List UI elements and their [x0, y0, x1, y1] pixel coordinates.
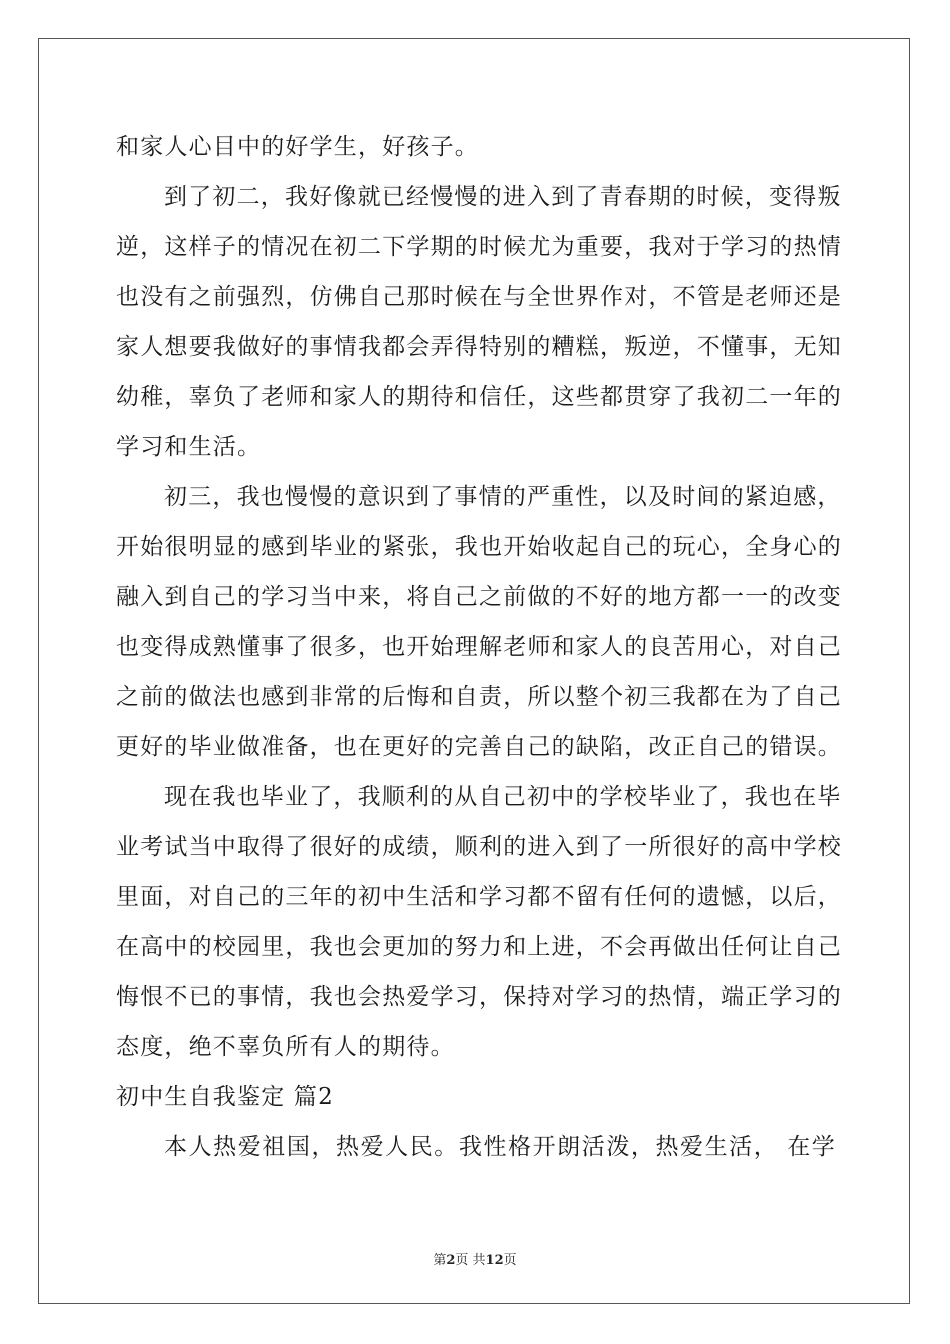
text-line: 家人想要我做好的事情我都会弄得特别的糟糕，叛逆，不懂事，无知 [116, 334, 842, 360]
text-line: 和家人心目中的好学生，好孩子。 [116, 134, 479, 160]
text-line: 之前的做法也感到非常的后悔和自责，所以整个初三我都在为了自己 [116, 684, 842, 710]
text-line: 现在我也毕业了，我顺利的从自己初中的学校毕业了，我也在毕 [164, 784, 842, 810]
total-page-count: 12 [485, 1253, 504, 1268]
text-line: 态度，绝不辜负所有人的期待。 [116, 1034, 455, 1060]
text-line: 幼稚，辜负了老师和家人的期待和信任，这些都贯穿了我初二一年的 [116, 384, 842, 410]
text-line: 也没有之前强烈，仿佛自己那时候在与全世界作对，不管是老师还是 [116, 284, 842, 310]
footer-suffix: 页 [503, 1253, 517, 1268]
footer-middle: 页 共 [455, 1253, 486, 1268]
text-line: 也变得成熟懂事了很多，也开始理解老师和家人的良苦用心，对自己 [116, 634, 842, 660]
text-line: 到了初二，我好像就已经慢慢的进入到了青春期的时候，变得叛 [164, 184, 842, 210]
text-line: 初三，我也慢慢的意识到了事情的严重性，以及时间的紧迫感， [164, 484, 842, 510]
text-line: 里面，对自己的三年的初中生活和学习都不留有任何的遗憾，以后， [116, 884, 842, 910]
text-line: 本人热爱祖国，热爱人民。我性格开朗活泼，热爱生活， 在学 [164, 1134, 836, 1160]
text-line: 悔恨不已的事情，我也会热爱学习，保持对学习的热情，端正学习的 [116, 984, 842, 1010]
current-page-number: 2 [446, 1253, 456, 1268]
text-line: 开始很明显的感到毕业的紧张，我也开始收起自己的玩心，全身心的 [116, 534, 842, 560]
text-line: 逆，这样子的情况在初二下学期的时候尤为重要，我对于学习的热情 [116, 234, 842, 260]
text-line: 融入到自己的学习当中来，将自己之前做的不好的地方都一一的改变 [116, 584, 842, 610]
text-line: 业考试当中取得了很好的成绩，顺利的进入到了一所很好的高中学校 [116, 834, 842, 860]
section-heading: 初中生自我鉴定 篇2 [116, 1084, 334, 1110]
footer-prefix: 第 [433, 1253, 447, 1268]
text-line: 在高中的校园里，我也会更加的努力和上进，不会再做出任何让自己 [116, 934, 842, 960]
text-line: 学习和生活。 [116, 434, 262, 460]
text-line: 更好的毕业做准备，也在更好的完善自己的缺陷，改正自己的错误。 [116, 734, 842, 760]
page-footer [0, 1249, 950, 1268]
document-body [116, 126, 842, 1176]
